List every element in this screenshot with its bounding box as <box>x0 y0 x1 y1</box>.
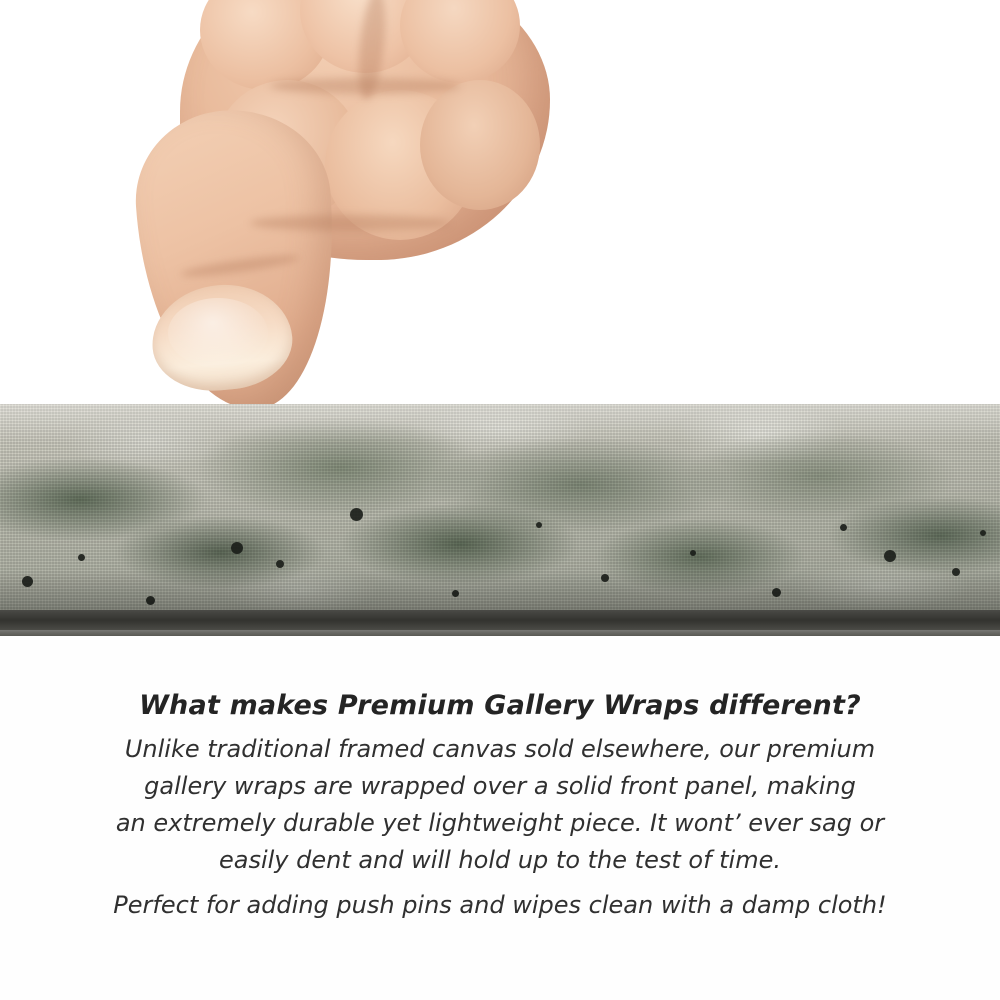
canvas-shading <box>0 404 1000 616</box>
folded-finger-3 <box>420 80 540 210</box>
fingernail-highlight <box>168 298 268 368</box>
caption-line-4: easily dent and will hold up to the test of time. <box>218 846 781 874</box>
panel-edge <box>0 610 1000 636</box>
caption-line-1: Unlike traditional framed canvas sold elsewhere, our premium <box>124 735 876 763</box>
caption-last-line: Perfect for adding push pins and wipes clean with a damp cloth! <box>113 891 887 919</box>
caption-line-2: gallery wraps are wrapped over a solid front panel, making <box>144 772 856 800</box>
panel-bevel <box>0 630 1000 636</box>
caption-line-3: an extremely durable yet lightweight piece. It wont’ ever sag or <box>115 809 885 837</box>
hand-illustration <box>120 0 580 430</box>
canvas-edge-strip <box>0 404 1000 616</box>
knuckle-crease-2 <box>250 215 450 231</box>
caption-body <box>0 731 1000 924</box>
caption-block <box>0 690 1000 924</box>
caption-headline: What makes Premium Gallery Wraps different? <box>139 690 861 721</box>
